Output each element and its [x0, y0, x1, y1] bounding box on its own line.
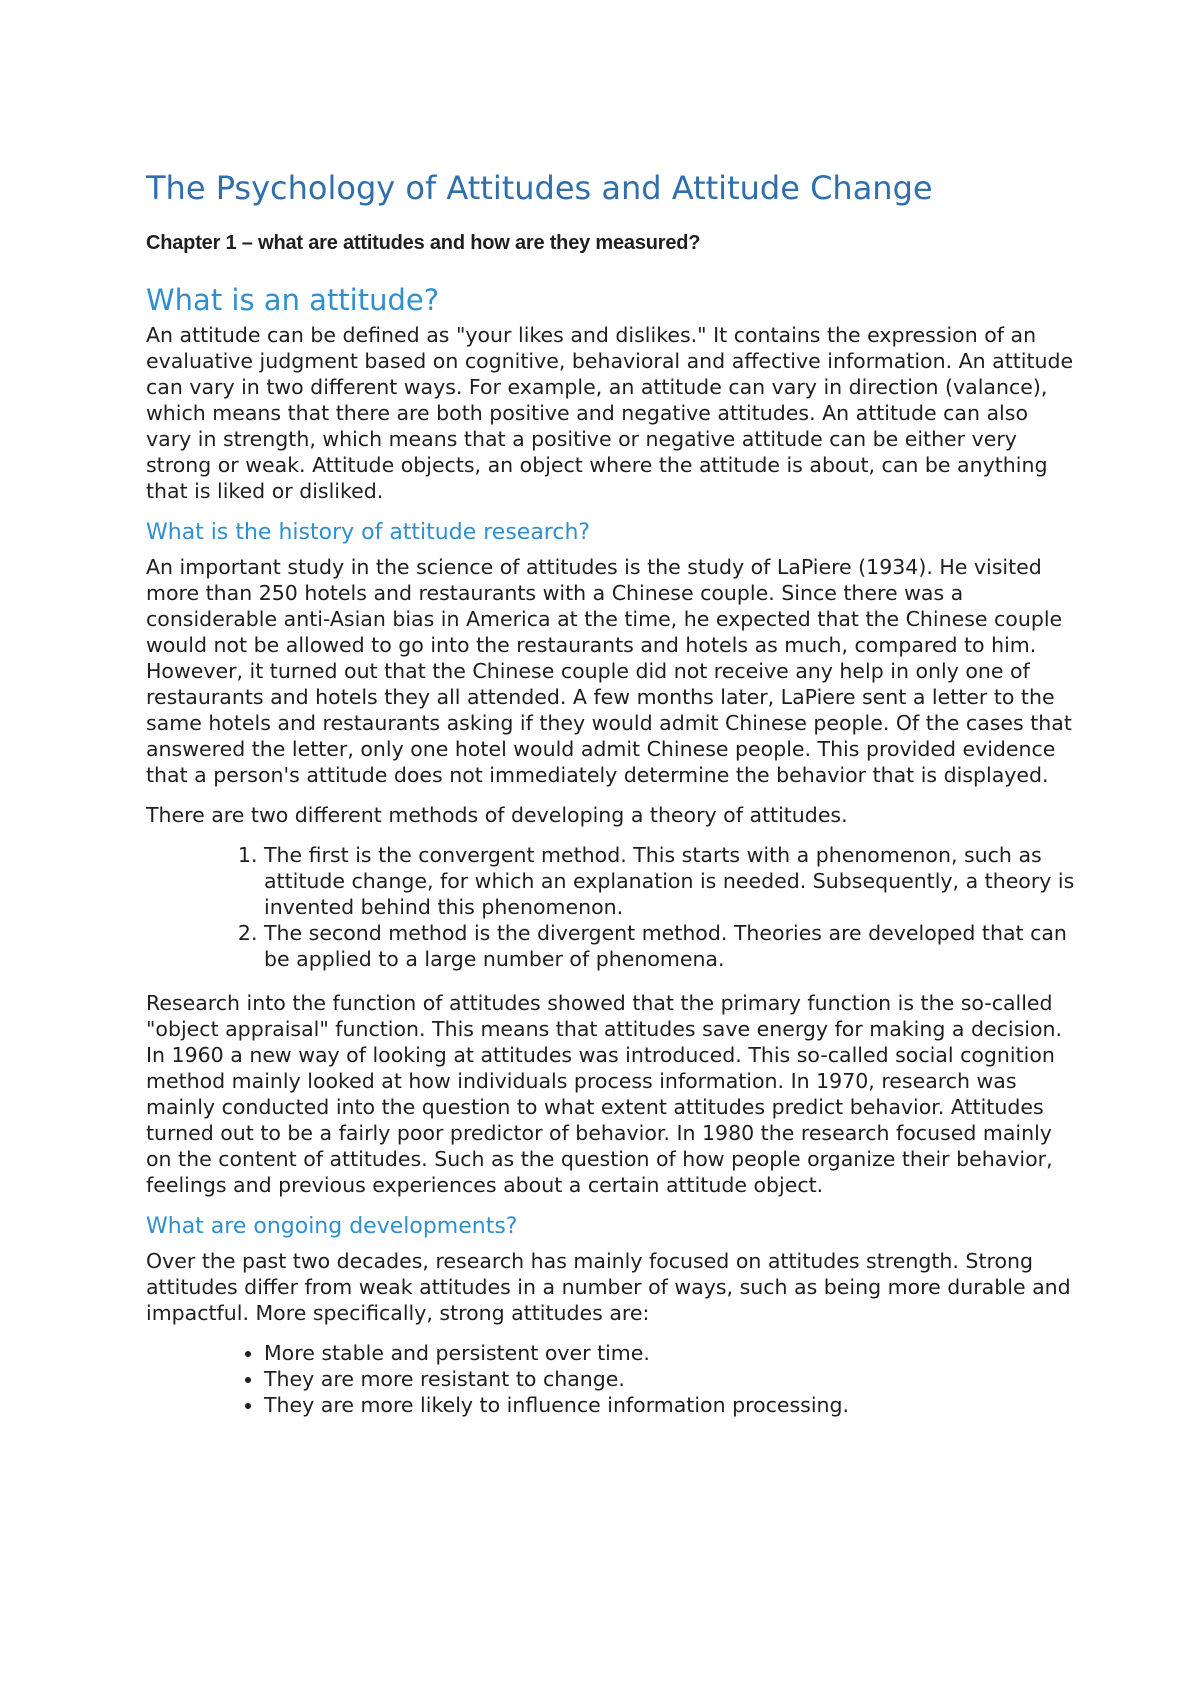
paragraph-attitude-definition: An attitude can be defined as "your likes and dislikes." It contains the expression of an evaluative judgment based on cognitive, behavioral and affective information. An attitude can vary in two different ways. For example, an attitude can vary in direction (valance), which means that there are both positive and negative attitudes. An attitude can also vary in strength, which means that a positive or negative attitude can be either very strong or weak. Attitude objects, an object where the attitude is about, can be anything that is liked or disliked. [146, 323, 1074, 503]
paragraph-attitude-strength: Over the past two decades, research has mainly focused on attitudes strength. Strong attitudes differ from weak attitudes in a number of ways, such as being more durable and impactful. More specifically, strong attitudes are: [146, 1249, 1071, 1325]
paragraph-two-methods-intro: There are two different methods of developing a theory of attitudes. [146, 803, 848, 827]
bullet-item-resistant: • They are more resistant to change. [264, 1366, 1076, 1392]
section-heading-ongoing-developments: What are ongoing developments? [146, 1214, 518, 1239]
chapter-heading: Chapter 1 – what are attitudes and how are they measured? [146, 232, 701, 254]
section-heading-history: What is the history of attitude research? [146, 520, 591, 545]
paragraph-function-research: Research into the function of attitudes showed that the primary function is the so-called "object appraisal" function. This means that attitudes save energy for making a decision. In 1960 a new way of looking at attitudes was introduced. This so-called social cognition method mainly looked at how individuals process information. In 1970, research was mainly conducted into the question to what extent attitudes predict behavior. Attitudes turned out to be a fairly poor predictor of behavior. In 1980 the research focused mainly on the content of attitudes. Such as the question of how people organize their behavior, feelings and previous experiences about a certain attitude object. [146, 991, 1062, 1197]
bullet-item-stable: • More stable and persistent over time. [264, 1340, 1076, 1366]
methods-numbered-list [146, 842, 1076, 972]
document-page [146, 168, 1076, 1436]
bullet-item-influence: • They are more likely to influence information processing. [264, 1392, 1076, 1418]
section-heading-what-is-attitude: What is an attitude? [146, 283, 440, 317]
paragraph-lapiere-study: An important study in the science of attitudes is the study of LaPiere (1934). He visited more than 250 hotels and restaurants with a Chinese couple. Since there was a considerable anti-Asian bias in America at the time, he expected that the Chinese couple would not be allowed to go into the restaurants and hotels as much, compared to him. However, it turned out that the Chinese couple did not receive any help in only one of restaurants and hotels they all attended. A few months later, LaPiere sent a letter to the same hotels and restaurants asking if they would admit Chinese people. Of the cases that answered the letter, only one hotel would admit Chinese people. This provided evidence that a person's attitude does not immediately determine the behavior that is displayed. [146, 555, 1072, 787]
strong-attitudes-bullet-list [146, 1340, 1076, 1418]
list-item-convergent-method: 1. The first is the convergent method. This starts with a phenomenon, such as attitude change, for which an explanation is needed. Subsequently, a theory is invented behind this phenomenon. [264, 842, 1076, 920]
list-item-divergent-method: 2. The second method is the divergent method. Theories are developed that can be applied to a large number of phenomena. [264, 920, 1076, 972]
document-title: The Psychology of Attitudes and Attitude Change [146, 169, 933, 207]
